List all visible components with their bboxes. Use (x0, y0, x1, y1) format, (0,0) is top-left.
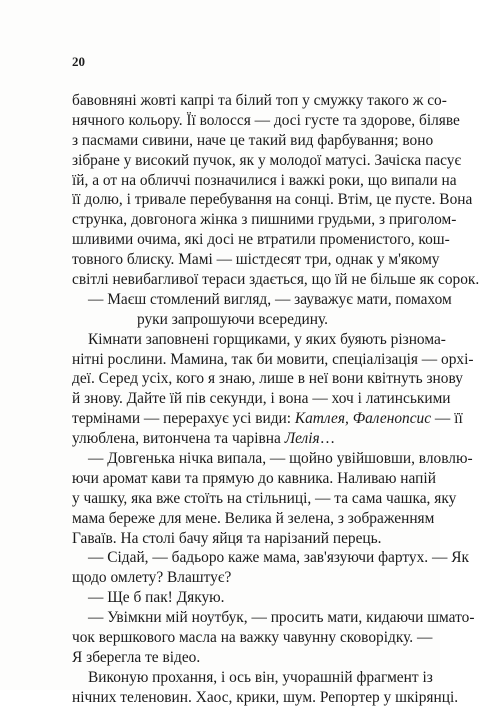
text-line: нітні рослини. Мамина, так би мовити, спеціалізація — орхі- (72, 350, 474, 368)
text-line: — Сідай, — бадьоро каже мама, зав'язуючи фартух. — Як (88, 549, 469, 567)
text-line: зібране у високий пучок, як у молодої матусі. Зачіска пасує (72, 151, 462, 169)
text-line: її долю, і тривале перебування на сонці. Втім, це пусте. Вона (72, 191, 473, 209)
text-line: термінами — перерахує усі види: Катлея, Фаленопсис — її (72, 410, 463, 428)
text-line: ючи аромат кави та прямую до кавника. Наливаю напій (72, 469, 436, 487)
text-line: нячного кольору. Її волосся — досі густе та здорове, біляве (72, 111, 460, 129)
text-line: — Увімкни мій ноутбук, — просить мати, кидаючи шмато- (88, 609, 475, 627)
text-line: улюблена, витончена та чарівна Лелія… (72, 430, 336, 448)
text-line: Я зберегла те відео. (72, 648, 201, 666)
text-line: Виконую прохання, і ось він, учорашній фрагмент із (88, 668, 433, 686)
text-line: — Довгенька нічка випала, — щойно увійшовши, вловлю- (88, 450, 473, 468)
text-line: з пасмами сивини, наче це такий вид фарбування; воно (72, 131, 434, 149)
text-line: нічних теленовин. Хаос, крики, шум. Репортер у шкірянці. (72, 688, 459, 706)
text-line: руки запрошуючи всередину. (136, 310, 329, 328)
text-line: струнка, довгонога жінка з пишними грудьми, з приголом- (72, 211, 457, 229)
text-line: — Ще б пак! Дякую. (88, 589, 225, 607)
text-line: бавовняні жовті капрі та білий топ у смужку такого ж со- (72, 92, 447, 109)
text-line: товного блиску. Мамі — шістдесят три, однак у м'якому (72, 251, 440, 269)
page-number: 20 (72, 54, 85, 69)
italic-text: Лелія (284, 430, 320, 448)
body-text (72, 91, 479, 708)
text-line: щодо омлету? Влаштує? (72, 569, 232, 587)
text-line: Гаваїв. На столі бачу яйця та нарізаний перець. (72, 529, 382, 547)
text-line: шливими очима, які досі не втратили променистого, кош- (72, 231, 450, 249)
text-line: мама береже для мене. Велика й зелена, з зображенням (72, 509, 435, 527)
italic-text: Катлея, Фаленопсис (294, 410, 432, 428)
text-line: їй, а от на обличчі позначилися і важкі роки, що випали на (72, 171, 457, 189)
text-line: чок вершкового масла на важку чавунну сковорідку. — (72, 629, 433, 647)
text-line: Кімнати заповнені горщиками, у яких буяють різнома- (88, 330, 446, 348)
text-line: — Маєш стомлений вигляд, — зауважує мати, помахом (88, 290, 452, 308)
text-line: й знову. Дайте їй пів секунди, і вона — хоч і латинськими (72, 390, 451, 408)
text-line: деї. Серед усіх, кого я знаю, лише в неї вони квітнуть знову (72, 370, 463, 388)
text-line: у чашку, яка вже стоїть на стільниці, — та сама чашка, яку (72, 489, 457, 507)
text-line: світлі невибагливої тераси здається, що їй не більше як сорок. (72, 271, 479, 289)
